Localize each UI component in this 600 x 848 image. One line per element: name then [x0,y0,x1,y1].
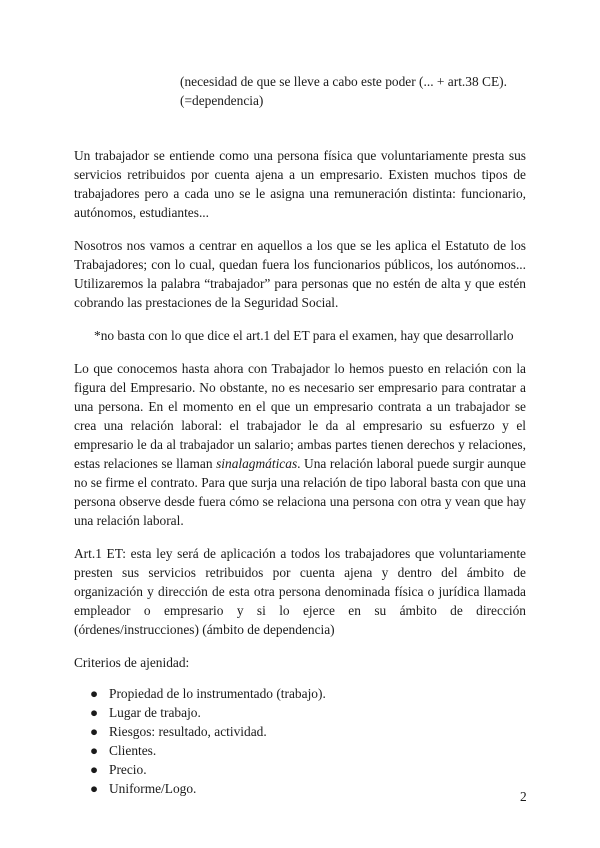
criteria-list [74,684,526,798]
paragraph-worker-definition: Un trabajador se entiende como una persona física que voluntariamente presta sus servicios retribuidos por cuenta ajena a un empresario. Existen muchos tipos de trabajadores pero a cada uno se le asigna una remuneración distinta: funcionario, autónomos, estudiantes... [74,148,526,220]
bullet-icon: ● [90,743,99,758]
list-item-text: Riesgos: resultado, actividad. [109,724,267,739]
paragraph-labor-relation [74,359,526,530]
indented-note-line-2: (=dependencia) [180,93,264,108]
indented-note [180,72,530,110]
list-item-text: Lugar de trabajo. [109,705,201,720]
italic-term: sinalagmáticas [216,456,298,471]
list-item [90,741,526,760]
list-item-text: Uniforme/Logo. [109,781,197,796]
bullet-icon: ● [90,762,99,777]
criteria-heading: Criterios de ajenidad: [74,655,190,670]
indented-note-line-1: (necesidad de que se lleve a cabo este poder (... + art.38 CE). [180,74,507,89]
bullet-icon: ● [90,705,99,720]
paragraph-estatuto: Nosotros nos vamos a centrar en aquellos a los que se les aplica el Estatuto de los Trabajadores; con lo cual, quedan fuera los funcionarios públicos, los autónomos... Utilizaremos la palabra “trabajador” para personas que no estén de alta y que estén cobrando las prestaciones de la Seguridad Social. [74,238,526,310]
list-item [90,722,526,741]
list-item-text: Clientes. [109,743,157,758]
exam-note: *no basta con lo que dice el art.1 del ET para el examen, hay que desarrollarlo [94,328,514,343]
document-body [74,146,526,798]
bullet-icon: ● [90,686,99,701]
list-item [90,760,526,779]
bullet-icon: ● [90,781,99,796]
list-item [90,703,526,722]
list-item-text: Propiedad de lo instrumentado (trabajo). [109,686,326,701]
paragraph-art1-et: Art.1 ET: esta ley será de aplicación a todos los trabajadores que voluntariamente presten sus servicios retribuidos por cuenta ajena y dentro del ámbito de organización y dirección de esta otra persona denominada física o jurídica llamada empleador o empresario y si lo ejerce en su ámbito de dirección (órdenes/instrucciones) (ámbito de dependencia) [74,546,526,637]
paragraph-labor-relation-part-2: . Una relación laboral puede surgir aunque no se firme el contrato. Para que surja una relación de tipo laboral basta con que una persona observe desde fuera cómo se relaciona una persona con otra y vean que hay una relación laboral. [74,456,526,528]
list-item-text: Precio. [109,762,147,777]
list-item [90,779,526,798]
paragraph-labor-relation-part-1: Lo que conocemos hasta ahora con Trabajador lo hemos puesto en relación con la figura del Empresario. No obstante, no es necesario ser empresario para contratar a una persona. En el momento en el que un empresario contrata a un trabajador se crea una relación laboral: el trabajador le da al empresario su esfuerzo y el empresario le da al trabajador un salario; ambas partes tienen derechos y relaciones, estas relaciones se llaman [74,361,526,471]
list-item [90,684,526,703]
page-number: 2 [520,789,527,804]
bullet-icon: ● [90,724,99,739]
